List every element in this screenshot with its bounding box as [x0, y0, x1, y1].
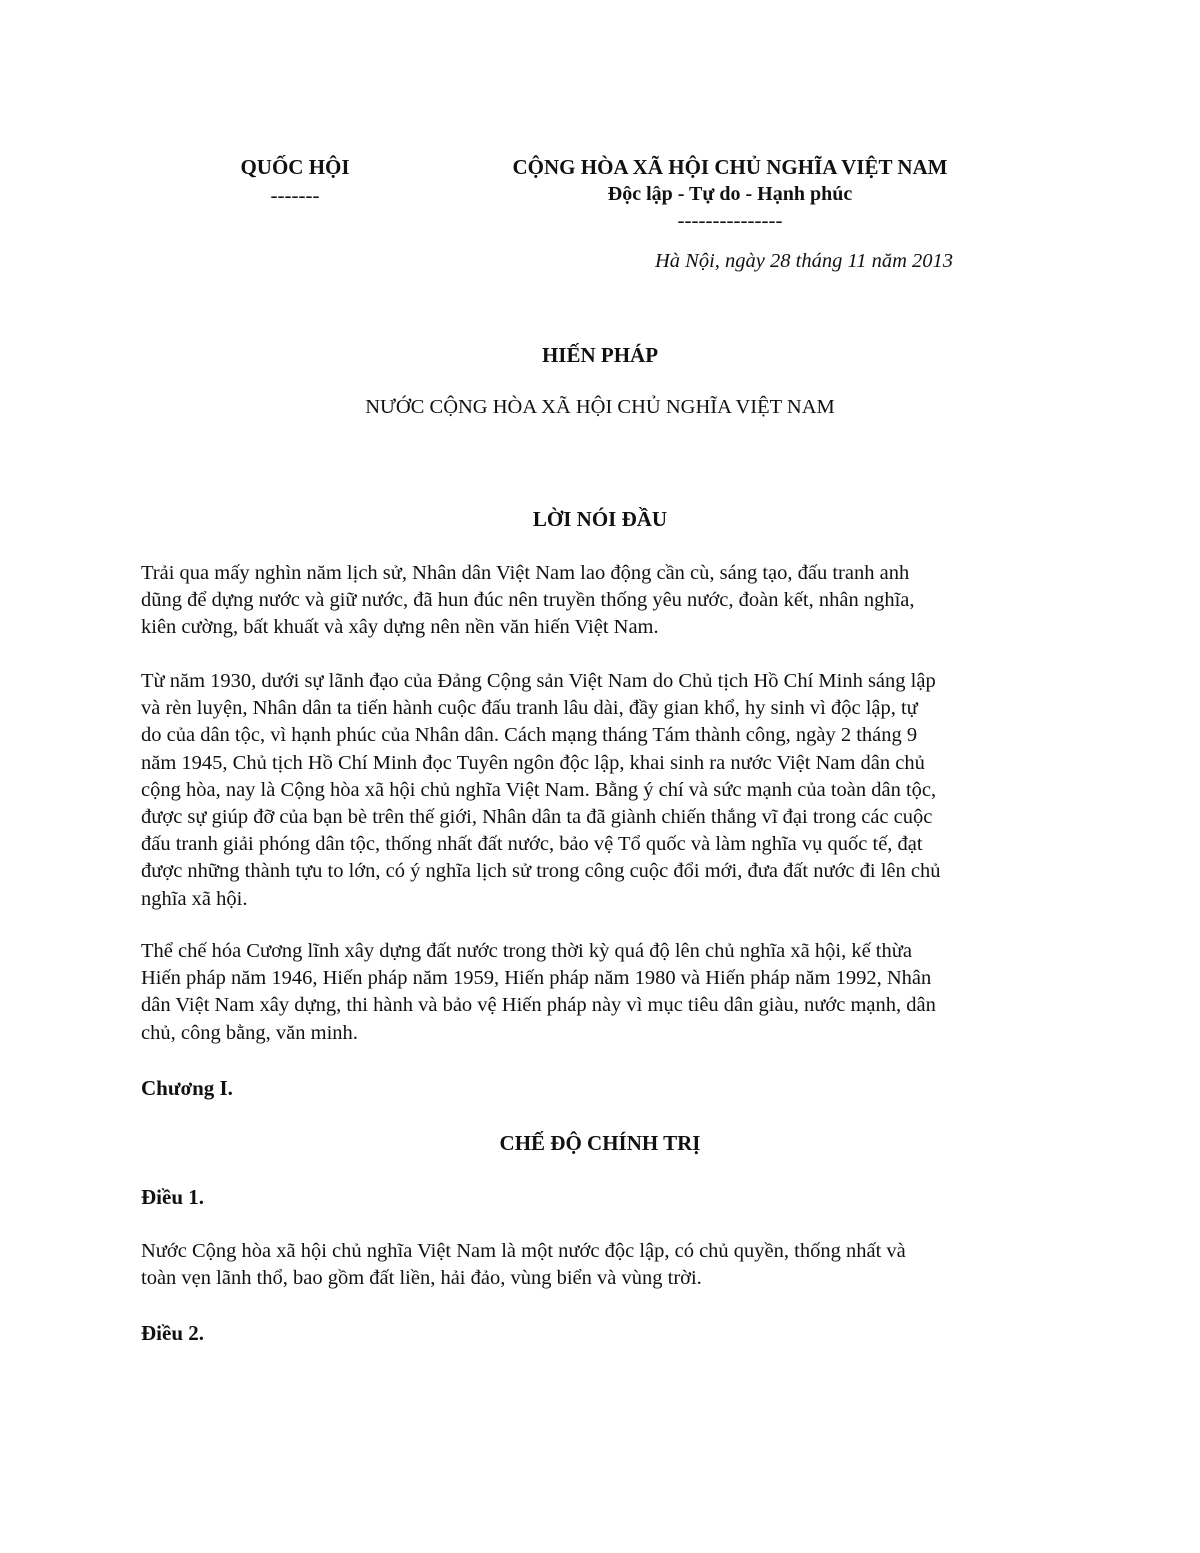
document-title: HIẾN PHÁP: [541, 343, 659, 367]
national-motto-divider: ---------------: [677, 208, 783, 232]
article-body: [141, 1238, 1066, 1292]
text-line: cộng hòa, nay là Cộng hòa xã hội chủ nghĩa Việt Nam. Bằng ý chí và sức mạnh của toàn dân tộc,: [141, 778, 937, 801]
text-line: năm 1945, Chủ tịch Hồ Chí Minh đọc Tuyên ngôn độc lập, khai sinh ra nước Việt Nam dân chủ: [141, 751, 925, 774]
text-line: được những thành tựu to lớn, có ý nghĩa lịch sử trong công cuộc đổi mới, đưa đất nước đi lên chủ: [141, 860, 941, 883]
text-line: được sự giúp đỡ của bạn bè trên thế giới, Nhân dân ta đã giành chiến thắng vĩ đại trong các cuộc: [141, 806, 933, 829]
text-line: Hiến pháp năm 1946, Hiến pháp năm 1959, Hiến pháp năm 1980 và Hiến pháp năm 1992, Nhân: [141, 967, 932, 990]
issuing-body-divider: -------: [270, 183, 320, 207]
text-line: chủ, công bằng, văn minh.: [141, 1021, 358, 1044]
date-line: Hà Nội, ngày 28 tháng 11 năm 2013: [655, 250, 954, 272]
preamble-heading: LỜI NÓI ĐẦU: [532, 507, 668, 531]
text-line: do của dân tộc, vì hạnh phúc của Nhân dân. Cách mạng tháng Tám thành công, ngày 2 tháng 9: [141, 724, 918, 747]
article-label: Điều 2.: [141, 1321, 204, 1345]
text-line: Thể chế hóa Cương lĩnh xây dựng đất nước trong thời kỳ quá độ lên chủ nghĩa xã hội, kế thừa: [141, 940, 912, 962]
issuing-body: QUỐC HỘI: [240, 155, 350, 179]
text-line: toàn vẹn lãnh thổ, bao gồm đất liền, hải đảo, vùng biển và vùng trời.: [141, 1267, 702, 1290]
preamble-paragraph: [141, 668, 1066, 913]
document-subtitle: NƯỚC CỘNG HÒA XÃ HỘI CHỦ NGHĨA VIỆT NAM: [365, 396, 835, 418]
article-label: Điều 1.: [141, 1185, 204, 1209]
text-line: và rèn luyện, Nhân dân ta tiến hành cuộc đấu tranh lâu dài, đầy gian khổ, hy sinh vì độc lập, tự: [141, 697, 918, 720]
text-line: Từ năm 1930, dưới sự lãnh đạo của Đảng Cộng sản Việt Nam do Chủ tịch Hồ Chí Minh sáng lập: [141, 670, 936, 692]
national-title: CỘNG HÒA XÃ HỘI CHỦ NGHĨA VIỆT NAM: [512, 155, 948, 179]
preamble-paragraph: [141, 938, 1066, 1047]
text-line: dân Việt Nam xây dựng, thi hành và bảo vệ Hiến pháp này vì mục tiêu dân giàu, nước mạnh, dân: [141, 994, 936, 1017]
chapter-label: Chương I.: [141, 1076, 233, 1100]
text-line: kiên cường, bất khuất và xây dựng nên nền văn hiến Việt Nam.: [141, 616, 659, 639]
text-line: dũng để dựng nước và giữ nước, đã hun đúc nên truyền thống yêu nước, đoàn kết, nhân nghĩa,: [141, 589, 915, 612]
preamble-paragraph: [141, 560, 1066, 642]
text-line: đấu tranh giải phóng dân tộc, thống nhất đất nước, bảo vệ Tổ quốc và làm nghĩa vụ quốc tế, đạt: [141, 833, 923, 856]
national-motto: Độc lập - Tự do - Hạnh phúc: [607, 183, 853, 205]
text-line: nghĩa xã hội.: [141, 887, 248, 910]
text-line: Nước Cộng hòa xã hội chủ nghĩa Việt Nam là một nước độc lập, có chủ quyền, thống nhất và: [141, 1240, 906, 1262]
chapter-title: CHẾ ĐỘ CHÍNH TRỊ: [499, 1131, 701, 1155]
text-line: Trải qua mấy nghìn năm lịch sử, Nhân dân Việt Nam lao động cần cù, sáng tạo, đấu tranh anh: [141, 562, 910, 584]
